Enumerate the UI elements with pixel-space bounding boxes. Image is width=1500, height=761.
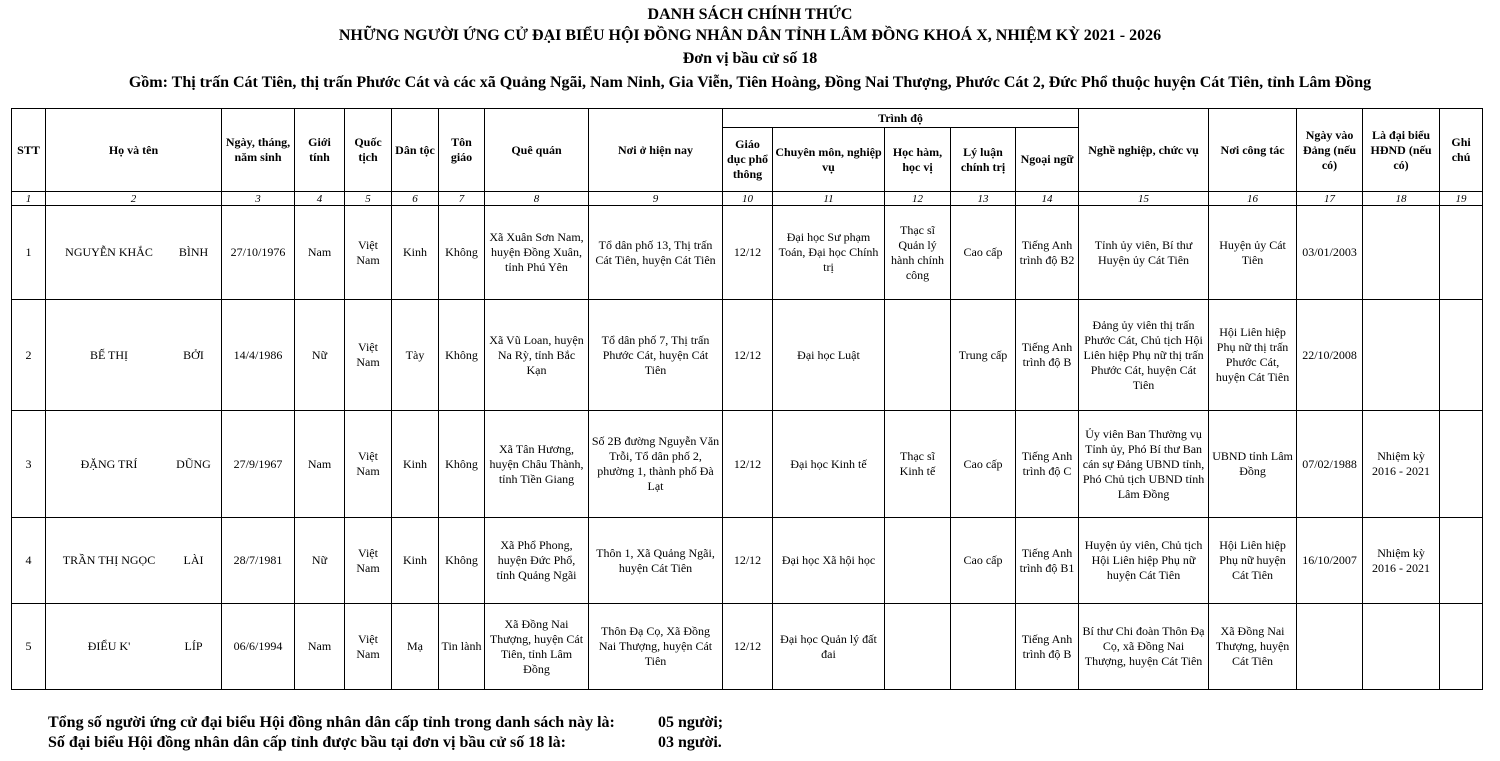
cell-workplace: Huyện ủy Cát Tiên xyxy=(1209,206,1297,300)
name-last: TRẦN THỊ NGỌC xyxy=(62,553,156,567)
col-number: 5 xyxy=(345,192,392,206)
col-number: 10 xyxy=(723,192,773,206)
cell-language: Tiếng Anh trình độ C xyxy=(1016,411,1079,518)
candidate-table xyxy=(11,108,1483,690)
cell-residence: Tổ dân phố 13, Thị trấn Cát Tiên, huyện Cát Tiên xyxy=(589,206,723,300)
cell-note xyxy=(1440,518,1483,604)
cell-degree xyxy=(885,300,951,411)
cell-language: Tiếng Anh trình độ B1 xyxy=(1016,518,1079,604)
cell-residence: Số 2B đường Nguyễn Văn Trỗi, Tổ dân phố 2, phường 1, thành phố Đà Lạt xyxy=(589,411,723,518)
table-row xyxy=(12,206,1483,300)
col-header-dob: Ngày, tháng, năm sinh xyxy=(222,109,295,192)
cell-general-edu: 12/12 xyxy=(723,206,773,300)
cell-degree: Thạc sĩ Kinh tế xyxy=(885,411,951,518)
cell-hometown: Xã Vũ Loan, huyện Na Rỳ, tỉnh Bắc Kạn xyxy=(485,300,589,411)
cell-hdnd xyxy=(1363,300,1440,411)
name-first: LÀI xyxy=(183,553,204,567)
col-header-gender: Giới tính xyxy=(295,109,345,192)
cell-nationality: Việt Nam xyxy=(345,300,392,411)
col-header-ethnicity: Dân tộc xyxy=(392,109,439,192)
cell-religion: Không xyxy=(439,206,485,300)
cell-specialty: Đại học Kinh tế xyxy=(773,411,885,518)
cell-religion: Không xyxy=(439,411,485,518)
cell-gender: Nam xyxy=(295,206,345,300)
cell-party-date: 03/01/2003 xyxy=(1297,206,1363,300)
col-number: 18 xyxy=(1363,192,1440,206)
cell-language: Tiếng Anh trình độ B2 xyxy=(1016,206,1079,300)
cell-residence: Thôn Đạ Cọ, Xã Đồng Nai Thượng, huyện Cát Tiên xyxy=(589,604,723,690)
cell-degree xyxy=(885,518,951,604)
cell-religion: Không xyxy=(439,300,485,411)
col-number: 4 xyxy=(295,192,345,206)
cell-stt: 5 xyxy=(12,604,46,690)
cell-occupation: Tỉnh ủy viên, Bí thư Huyện ủy Cát Tiên xyxy=(1079,206,1209,300)
cell-stt: 3 xyxy=(12,411,46,518)
cell-language: Tiếng Anh trình độ B xyxy=(1016,604,1079,690)
document-title: DANH SÁCH CHÍNH THỨC xyxy=(647,6,853,23)
footer-elected xyxy=(48,734,722,752)
cell-language: Tiếng Anh trình độ B xyxy=(1016,300,1079,411)
col-number: 15 xyxy=(1079,192,1209,206)
col-header-language: Ngoại ngữ xyxy=(1016,128,1079,192)
footer-elected-label: Số đại biểu Hội đồng nhân dân cấp tỉnh được bầu tại đơn vị bầu cử số 18 là: xyxy=(48,734,566,751)
footer-elected-value: 03 người. xyxy=(658,734,722,751)
cell-ethnicity: Kinh xyxy=(392,206,439,300)
cell-general-edu: 12/12 xyxy=(723,604,773,690)
col-header-hometown: Quê quán xyxy=(485,109,589,192)
cell-gender: Nam xyxy=(295,604,345,690)
cell-religion: Tin lành xyxy=(439,604,485,690)
cell-ethnicity: Tày xyxy=(392,300,439,411)
cell-ethnicity: Kinh xyxy=(392,411,439,518)
cell-general-edu: 12/12 xyxy=(723,411,773,518)
col-number: 11 xyxy=(773,192,885,206)
cell-note xyxy=(1440,604,1483,690)
cell-party-date: 07/02/1988 xyxy=(1297,411,1363,518)
cell-hdnd: Nhiệm kỳ 2016 - 2021 xyxy=(1363,411,1440,518)
cell-political: Cao cấp xyxy=(951,206,1016,300)
cell-stt: 2 xyxy=(12,300,46,411)
cell-nationality: Việt Nam xyxy=(345,411,392,518)
cell-name xyxy=(46,411,222,518)
col-number: 2 xyxy=(46,192,222,206)
col-header-note: Ghi chú xyxy=(1440,109,1483,192)
col-header-workplace: Nơi công tác xyxy=(1209,109,1297,192)
cell-dob: 06/6/1994 xyxy=(222,604,295,690)
cell-specialty: Đại học Xã hội học xyxy=(773,518,885,604)
cell-occupation: Đảng ủy viên thị trấn Phước Cát, Chủ tịch Hội Liên hiệp Phụ nữ thị trấn Phước Cát, huyện Cát Tiên xyxy=(1079,300,1209,411)
cell-hometown: Xã Tân Hương, huyện Châu Thành, tỉnh Tiền Giang xyxy=(485,411,589,518)
cell-gender: Nữ xyxy=(295,300,345,411)
col-header-name: Họ và tên xyxy=(46,109,222,192)
footer-total-value: 05 người; xyxy=(658,714,724,731)
name-first: LÍP xyxy=(184,639,203,653)
cell-gender: Nữ xyxy=(295,518,345,604)
cell-political xyxy=(951,604,1016,690)
cell-general-edu: 12/12 xyxy=(723,300,773,411)
col-header-residence: Nơi ở hiện nay xyxy=(589,109,723,192)
cell-religion: Không xyxy=(439,518,485,604)
col-number: 19 xyxy=(1440,192,1483,206)
cell-hometown: Xã Đồng Nai Thượng, huyện Cát Tiên, tỉnh Lâm Đồng xyxy=(485,604,589,690)
col-header-nationality: Quốc tịch xyxy=(345,109,392,192)
name-last: NGUYỄN KHẮC xyxy=(65,245,153,259)
cell-degree xyxy=(885,604,951,690)
col-header-occupation: Nghề nghiệp, chức vụ xyxy=(1079,109,1209,192)
document-subtitle: NHỮNG NGƯỜI ỨNG CỬ ĐẠI BIỂU HỘI ĐỒNG NHÂN DÂN TỈNH LÂM ĐỒNG KHOÁ X, NHIỆM KỲ 2021 - 2026 xyxy=(338,27,1162,44)
col-header-specialty: Chuyên môn, nghiệp vụ xyxy=(773,128,885,192)
col-header-degree: Học hàm, học vị xyxy=(885,128,951,192)
col-header-trinh-do: Trình độ xyxy=(723,109,1079,128)
electoral-unit-scope: Gồm: Thị trấn Cát Tiên, thị trấn Phước Cát và các xã Quảng Ngãi, Nam Ninh, Gia Viễn, Tiên Hoàng, Đồng Nai Thượng, Phước Cát 2, Đức Phổ thuộc huyện Cát Tiên, tỉnh Lâm Đồng xyxy=(128,74,1372,91)
cell-general-edu: 12/12 xyxy=(723,518,773,604)
cell-workplace: UBND tỉnh Lâm Đồng xyxy=(1209,411,1297,518)
col-number: 6 xyxy=(392,192,439,206)
col-number: 14 xyxy=(1016,192,1079,206)
cell-specialty: Đại học Quản lý đất đai xyxy=(773,604,885,690)
col-header-general-edu: Giáo dục phổ thông xyxy=(723,128,773,192)
cell-workplace: Xã Đồng Nai Thượng, huyện Cát Tiên xyxy=(1209,604,1297,690)
cell-ethnicity: Mạ xyxy=(392,604,439,690)
col-number: 13 xyxy=(951,192,1016,206)
cell-hometown: Xã Phổ Phong, huyện Đức Phổ, tỉnh Quảng Ngãi xyxy=(485,518,589,604)
cell-party-date: 22/10/2008 xyxy=(1297,300,1363,411)
table-row xyxy=(12,300,1483,411)
table-row xyxy=(12,411,1483,518)
cell-dob: 27/9/1967 xyxy=(222,411,295,518)
cell-stt: 1 xyxy=(12,206,46,300)
cell-dob: 14/4/1986 xyxy=(222,300,295,411)
header-row xyxy=(12,109,1483,128)
cell-hometown: Xã Xuân Sơn Nam, huyện Đồng Xuân, tỉnh Phú Yên xyxy=(485,206,589,300)
col-header-religion: Tôn giáo xyxy=(439,109,485,192)
cell-hdnd xyxy=(1363,206,1440,300)
cell-party-date xyxy=(1297,604,1363,690)
cell-stt: 4 xyxy=(12,518,46,604)
name-last: BẾ THỊ xyxy=(89,347,129,362)
cell-workplace: Hội Liên hiệp Phụ nữ thị trấn Phước Cát, huyện Cát Tiên xyxy=(1209,300,1297,411)
footer-total xyxy=(48,714,724,732)
cell-occupation: Bí thư Chi đoàn Thôn Đạ Cọ, xã Đồng Nai Thượng, huyện Cát Tiên xyxy=(1079,604,1209,690)
cell-note xyxy=(1440,411,1483,518)
col-number: 12 xyxy=(885,192,951,206)
column-number-row xyxy=(12,192,1483,206)
col-number: 1 xyxy=(12,192,46,206)
name-first: BỞI xyxy=(183,347,204,362)
name-first: BÌNH xyxy=(178,245,209,259)
cell-note xyxy=(1440,300,1483,411)
cell-party-date: 16/10/2007 xyxy=(1297,518,1363,604)
cell-nationality: Việt Nam xyxy=(345,518,392,604)
col-header-political: Lý luận chính trị xyxy=(951,128,1016,192)
cell-name xyxy=(46,300,222,411)
cell-workplace: Hội Liên hiệp Phụ nữ huyện Cát Tiên xyxy=(1209,518,1297,604)
cell-dob: 28/7/1981 xyxy=(222,518,295,604)
cell-name xyxy=(46,206,222,300)
cell-political: Cao cấp xyxy=(951,518,1016,604)
table-row xyxy=(12,604,1483,690)
col-number: 9 xyxy=(589,192,723,206)
footer-total-label: Tổng số người ứng cử đại biểu Hội đồng nhân dân cấp tỉnh trong danh sách này là: xyxy=(48,714,615,731)
cell-nationality: Việt Nam xyxy=(345,206,392,300)
name-last: ĐIỂU K' xyxy=(87,639,131,653)
cell-specialty: Đại học Luật xyxy=(773,300,885,411)
cell-occupation: Huyện ủy viên, Chủ tịch Hội Liên hiệp Phụ nữ huyện Cát Tiên xyxy=(1079,518,1209,604)
cell-specialty: Đại học Sư phạm Toán, Đại học Chính trị xyxy=(773,206,885,300)
cell-degree: Thạc sĩ Quản lý hành chính công xyxy=(885,206,951,300)
cell-gender: Nam xyxy=(295,411,345,518)
cell-name xyxy=(46,604,222,690)
cell-residence: Thôn 1, Xã Quảng Ngãi, huyện Cát Tiên xyxy=(589,518,723,604)
cell-hdnd xyxy=(1363,604,1440,690)
cell-political: Cao cấp xyxy=(951,411,1016,518)
col-number: 17 xyxy=(1297,192,1363,206)
cell-name xyxy=(46,518,222,604)
col-header-hdnd: Là đại biểu HĐND (nếu có) xyxy=(1363,109,1440,192)
name-last: ĐẶNG TRÍ xyxy=(80,456,138,471)
cell-note xyxy=(1440,206,1483,300)
cell-ethnicity: Kinh xyxy=(392,518,439,604)
col-number: 16 xyxy=(1209,192,1297,206)
cell-dob: 27/10/1976 xyxy=(222,206,295,300)
col-number: 8 xyxy=(485,192,589,206)
cell-residence: Tổ dân phố 7, Thị trấn Phước Cát, huyện Cát Tiên xyxy=(589,300,723,411)
col-number: 3 xyxy=(222,192,295,206)
cell-political: Trung cấp xyxy=(951,300,1016,411)
cell-hdnd: Nhiệm kỳ 2016 - 2021 xyxy=(1363,518,1440,604)
col-header-stt: STT xyxy=(12,109,46,192)
cell-nationality: Việt Nam xyxy=(345,604,392,690)
col-header-party-date: Ngày vào Đảng (nếu có) xyxy=(1297,109,1363,192)
col-number: 7 xyxy=(439,192,485,206)
table-row xyxy=(12,518,1483,604)
name-first: DŨNG xyxy=(176,456,211,471)
electoral-unit: Đơn vị bầu cử số 18 xyxy=(682,50,818,67)
cell-occupation: Ủy viên Ban Thường vụ Tỉnh ủy, Phó Bí thư Ban cán sự Đảng UBND tỉnh, Phó Chủ tịch UBND tỉnh Lâm Đồng xyxy=(1079,411,1209,518)
